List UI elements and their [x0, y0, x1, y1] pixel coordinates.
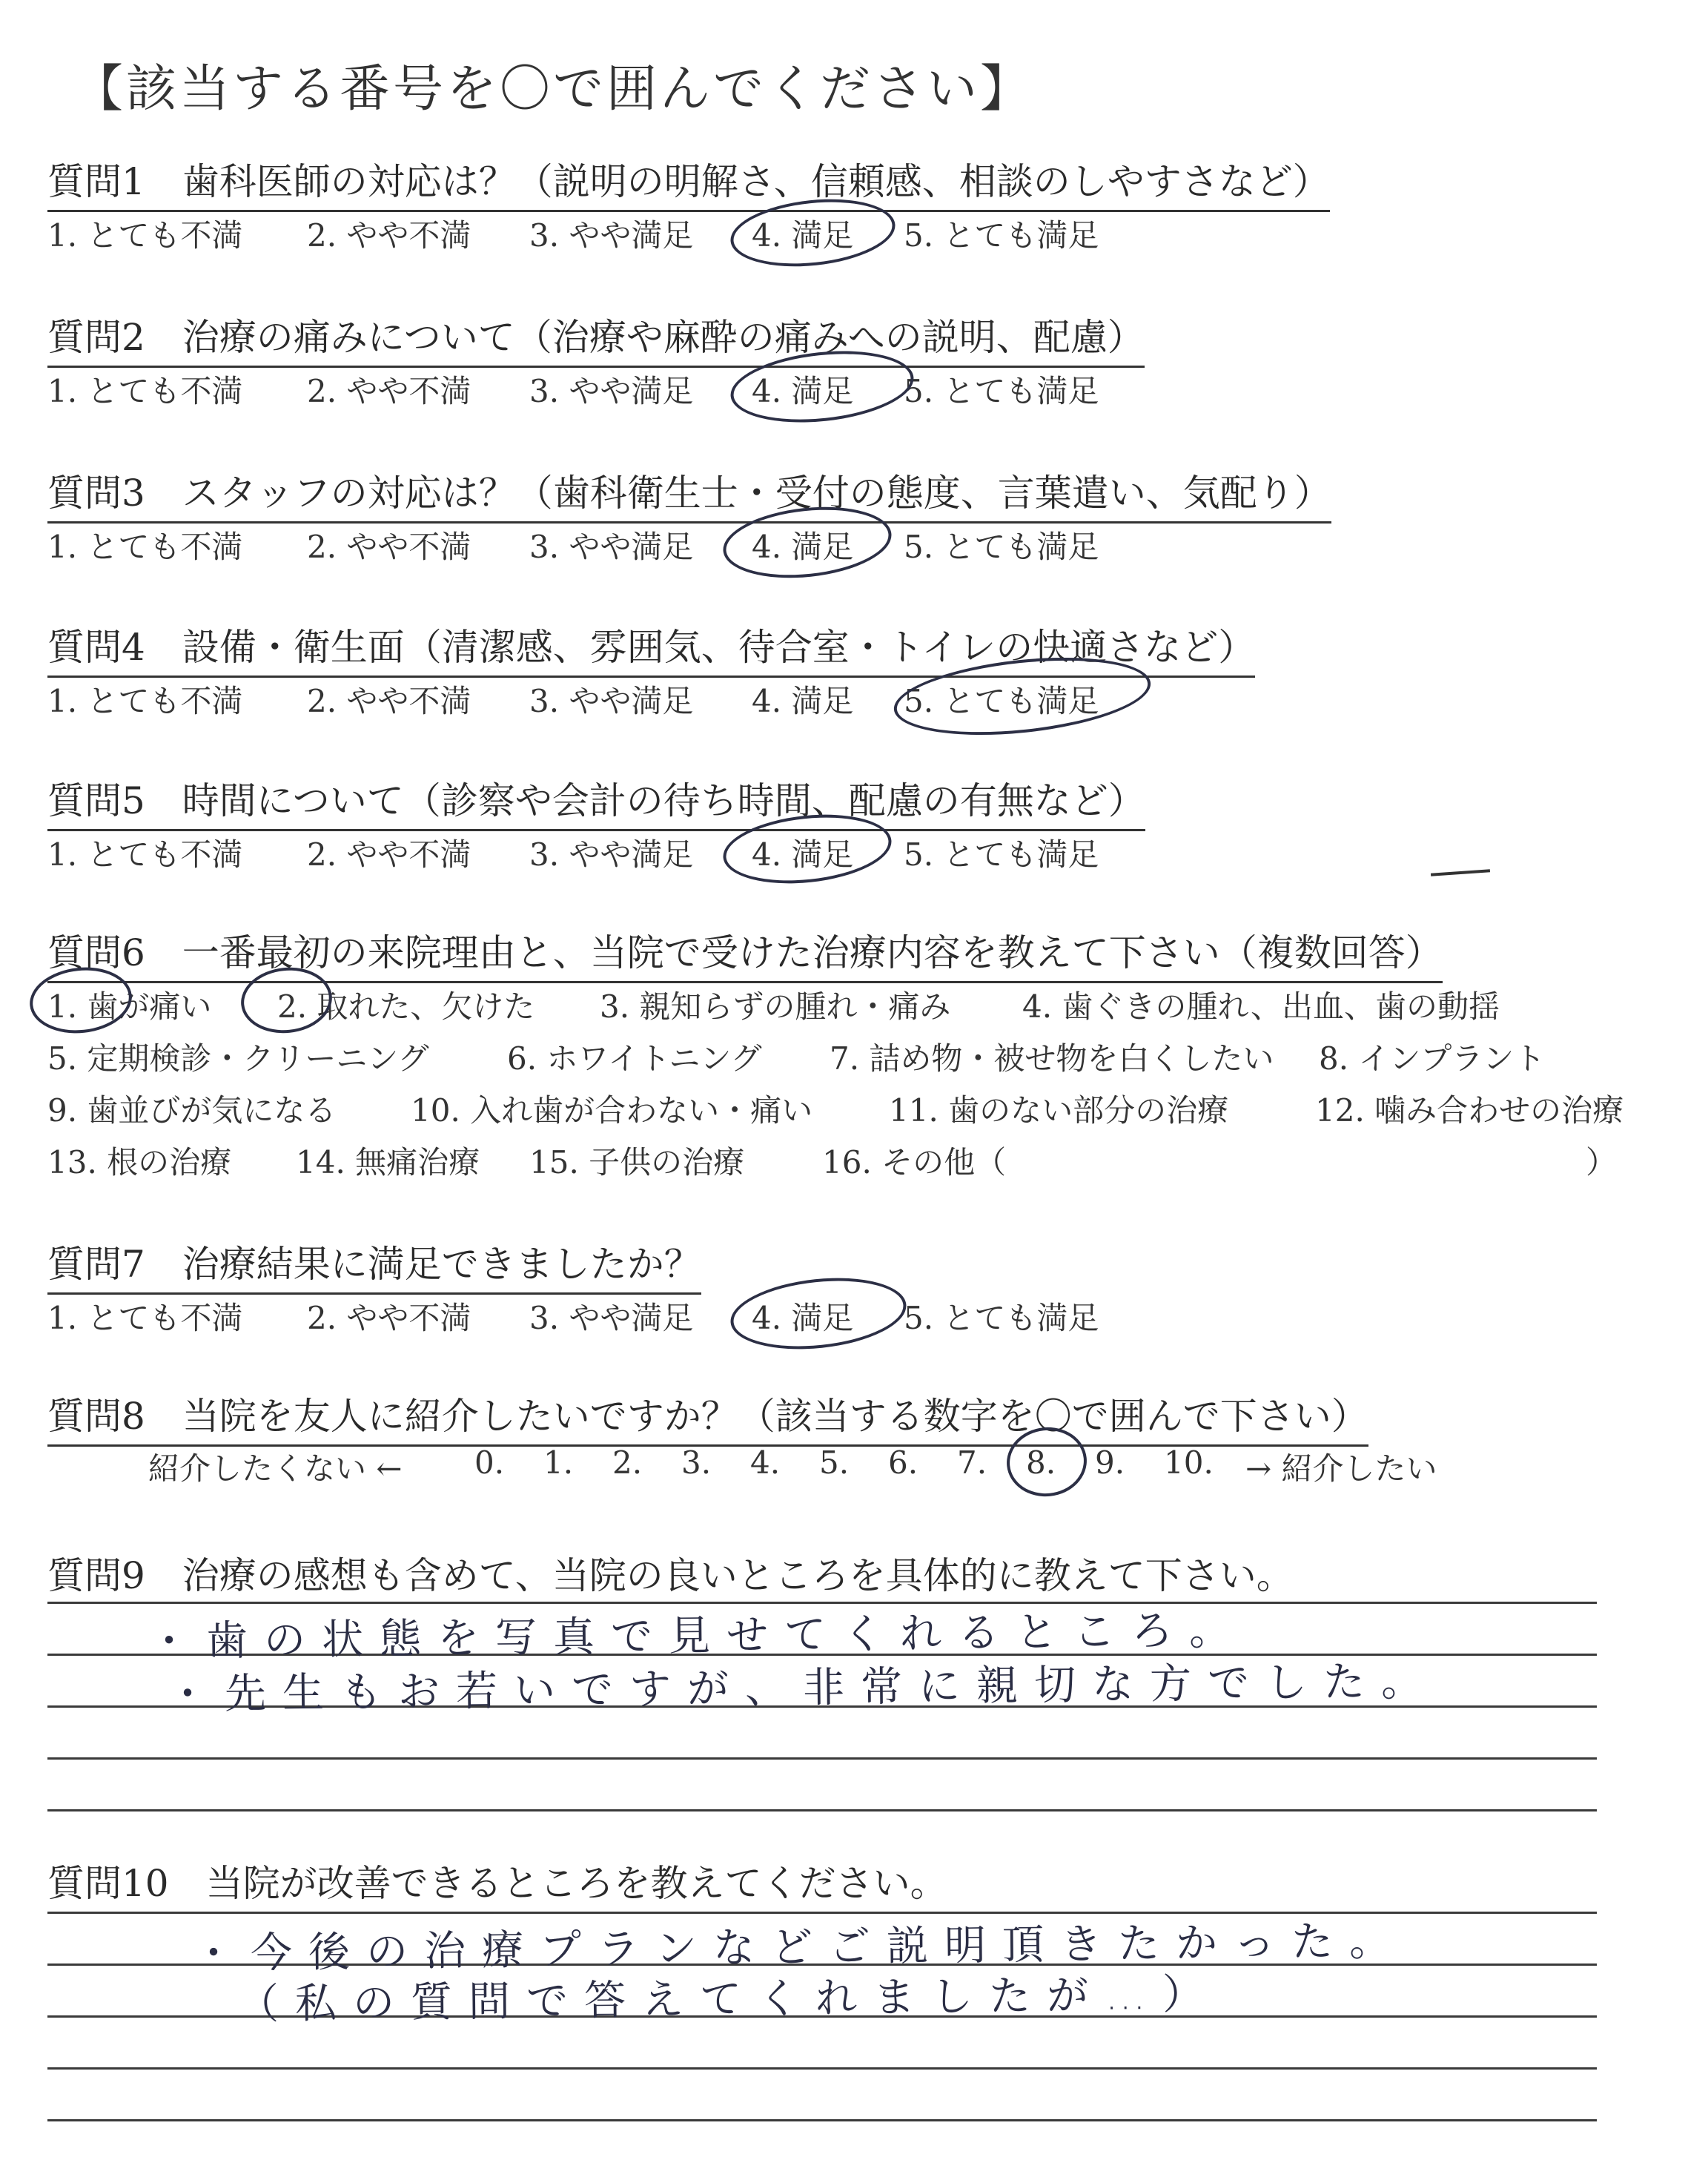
option-1[interactable]: 1. とても不満	[47, 373, 243, 409]
option-5[interactable]: 5. とても満足	[904, 529, 1099, 565]
option-1[interactable]: 1. とても不満	[47, 836, 243, 873]
answer-line	[47, 2067, 1597, 2070]
scale-number-4[interactable]: 4.	[750, 1444, 781, 1481]
scale-number-8[interactable]: 8.	[1026, 1444, 1056, 1481]
scale-number-1[interactable]: 1.	[543, 1444, 574, 1481]
scale-number-10[interactable]: 10.	[1164, 1444, 1214, 1481]
reason-option-9[interactable]: 9. 歯並びが気になる	[47, 1092, 337, 1129]
reason-option-10[interactable]: 10. 入れ歯が合わない・痛い	[411, 1092, 813, 1129]
option-3[interactable]: 3. やや満足	[529, 683, 694, 719]
option-5[interactable]: 5. とても満足	[904, 373, 1099, 409]
option-3[interactable]: 3. やや満足	[529, 836, 694, 873]
reason-option-1[interactable]: 1. 歯が痛い	[47, 988, 212, 1025]
option-3[interactable]: 3. やや満足	[529, 1300, 694, 1336]
option-1[interactable]: 1. とても不満	[47, 1300, 243, 1336]
option-2[interactable]: 2. やや不満	[307, 1300, 471, 1336]
option-5[interactable]: 5. とても満足	[904, 836, 1099, 873]
option-1[interactable]: 1. とても不満	[47, 217, 243, 254]
scale-number-3[interactable]: 3.	[681, 1444, 712, 1481]
option-5[interactable]: 5. とても満足	[904, 217, 1099, 254]
answer-line	[47, 1809, 1597, 1811]
option-3[interactable]: 3. やや満足	[529, 217, 694, 254]
reason-option-14[interactable]: 14. 無痛治療	[296, 1144, 480, 1180]
option-4[interactable]: 4. 満足	[752, 836, 854, 873]
option-3[interactable]: 3. やや満足	[529, 529, 694, 565]
selected-circle-q7	[727, 1270, 910, 1357]
question-7-title: 質問7 治療結果に満足できましたか？	[47, 1235, 701, 1295]
question-6-title: 質問6 一番最初の来院理由と、当院で受けた治療内容を教えて下さい（複数回答）	[47, 923, 1443, 983]
option-4[interactable]: 4. 満足	[752, 1300, 854, 1336]
reason-option-3[interactable]: 3. 親知らずの腫れ・痛み	[600, 988, 951, 1025]
option-4[interactable]: 4. 満足	[752, 683, 854, 719]
option-4[interactable]: 4. 満足	[752, 217, 854, 254]
reason-option-7[interactable]: 7. 詰め物・被せ物を白くしたい	[830, 1040, 1274, 1077]
option-4[interactable]: 4. 満足	[752, 373, 854, 409]
question-9-title: 質問9 治療の感想も含めて、当院の良いところを具体的に教えて下さい。	[47, 1554, 1294, 1597]
reason-option-15[interactable]: 15. 子供の治療	[529, 1144, 745, 1180]
answer-line	[47, 1757, 1597, 1760]
question-8-title: 質問8 当院を友人に紹介したいですか？（該当する数字を〇で囲んで下さい）	[47, 1387, 1368, 1447]
scale-number-7[interactable]: 7.	[957, 1444, 987, 1481]
scale-number-9[interactable]: 9.	[1095, 1444, 1125, 1481]
reason-option-4[interactable]: 4. 歯ぐきの腫れ、出血、歯の動揺	[1022, 988, 1500, 1025]
option-4[interactable]: 4. 満足	[752, 529, 854, 565]
other-close-paren: ）	[1586, 1144, 1618, 1180]
pen-stroke	[1431, 869, 1490, 876]
reason-option-12[interactable]: 12. 噛み合わせの治療	[1315, 1092, 1624, 1129]
scale-number-2[interactable]: 2.	[612, 1444, 643, 1481]
option-2[interactable]: 2. やや不満	[307, 683, 471, 719]
reason-option-11[interactable]: 11. 歯のない部分の治療	[889, 1092, 1229, 1129]
option-1[interactable]: 1. とても不満	[47, 683, 243, 719]
option-2[interactable]: 2. やや不満	[307, 217, 471, 254]
question-10-title: 質問10 当院が改善できるところを教えてください。	[47, 1862, 947, 1905]
option-2[interactable]: 2. やや不満	[307, 373, 471, 409]
scale-right-label: → 紹介したい	[1245, 1450, 1437, 1487]
question-3-title: 質問3 スタッフの対応は？（歯科衛生士・受付の態度、言葉遣い、気配り）	[47, 463, 1331, 524]
scale-left-label: 紹介したくない ←	[148, 1450, 403, 1487]
scale-number-6[interactable]: 6.	[888, 1444, 918, 1481]
scale-number-0[interactable]: 0.	[474, 1444, 505, 1481]
reason-option-16[interactable]: 16. その他（	[822, 1144, 1007, 1180]
option-5[interactable]: 5. とても満足	[904, 683, 1099, 719]
reason-option-8[interactable]: 8. インプラント	[1319, 1040, 1546, 1077]
reason-option-13[interactable]: 13. 根の治療	[47, 1144, 232, 1180]
question-4-title: 質問4 設備・衛生面（清潔感、雰囲気、待合室・トイレの快適さなど）	[47, 618, 1255, 678]
option-2[interactable]: 2. やや不満	[307, 529, 471, 565]
option-1[interactable]: 1. とても不満	[47, 529, 243, 565]
option-2[interactable]: 2. やや不満	[307, 836, 471, 873]
q10-answer-2: （私の質問で答えてくれましたが…）	[236, 1970, 1221, 2029]
option-5[interactable]: 5. とても満足	[904, 1300, 1099, 1336]
question-1-title: 質問1 歯科医師の対応は？（説明の明解さ、信頼感、相談のしやすさなど）	[47, 152, 1330, 212]
reason-option-5[interactable]: 5. 定期検診・クリーニング	[47, 1040, 429, 1077]
q9-answer-2: ・先生もお若いですが、非常に親切な方でした。	[166, 1657, 1440, 1719]
answer-line	[47, 2119, 1597, 2121]
option-3[interactable]: 3. やや満足	[529, 373, 694, 409]
q9-answer-1: ・歯の状態を写真で見せてくれるところ。	[148, 1606, 1248, 1666]
page-title: 【該当する番号を〇で囲んでください】	[73, 60, 1034, 119]
question-2-title: 質問2 治療の痛みについて（治療や麻酔の痛みへの説明、配慮）	[47, 308, 1145, 368]
scale-number-5[interactable]: 5.	[819, 1444, 850, 1481]
q10-answer-1: ・今後の治療プランなどご説明頂きたかった。	[192, 1917, 1408, 1978]
reason-option-6[interactable]: 6. ホワイトニング	[507, 1040, 762, 1077]
question-5-title: 質問5 時間について（診察や会計の待ち時間、配慮の有無など）	[47, 771, 1145, 831]
reason-option-2[interactable]: 2. 取れた、欠けた	[277, 988, 535, 1025]
